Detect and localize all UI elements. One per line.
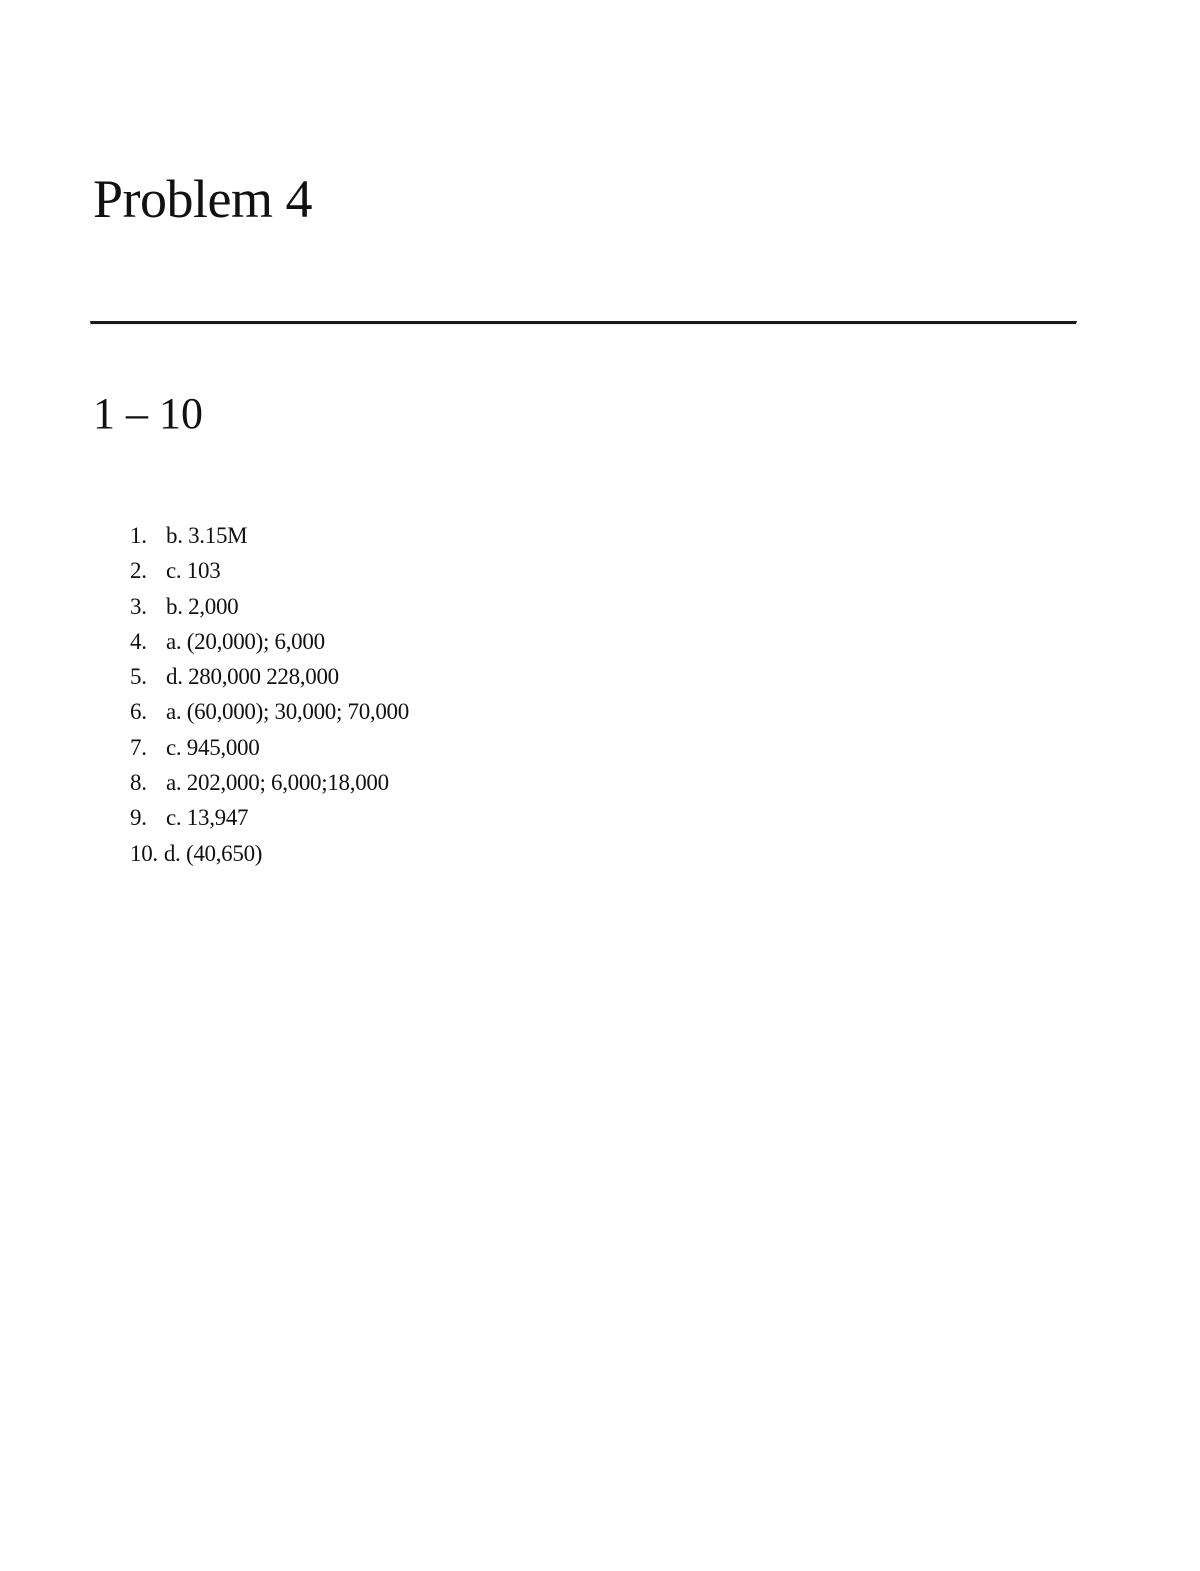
answer-text: a. (60,000); 30,000; 70,000 xyxy=(166,699,409,725)
answer-item xyxy=(130,806,409,841)
answer-text: a. (20,000); 6,000 xyxy=(166,628,325,654)
answer-number: 8. xyxy=(130,770,147,796)
answer-number: 9. xyxy=(130,805,147,831)
answer-text: c. 945,000 xyxy=(166,734,260,760)
answer-text: d. (40,650) xyxy=(163,840,263,866)
answer-list xyxy=(130,524,409,877)
answer-item xyxy=(130,559,409,594)
page-title: Problem 4 xyxy=(93,169,312,229)
answer-text: d. 280,000 228,000 xyxy=(166,664,339,690)
answer-number: 3. xyxy=(130,593,147,619)
answer-number: 10. xyxy=(130,840,158,866)
answer-text: b. 3.15M xyxy=(166,523,248,548)
answer-item xyxy=(130,771,409,806)
answer-text: c. 103 xyxy=(166,558,221,584)
answer-text: a. 202,000; 6,000;18,000 xyxy=(166,770,389,796)
answer-number: 1. xyxy=(130,523,147,548)
title-divider xyxy=(90,321,1077,325)
answer-item xyxy=(130,736,409,771)
answer-item xyxy=(130,630,409,665)
answer-item xyxy=(130,595,409,630)
answer-item xyxy=(130,842,409,877)
answer-number: 2. xyxy=(130,558,147,584)
answer-item xyxy=(130,665,409,700)
answer-number: 4. xyxy=(130,628,147,654)
answer-text: b. 2,000 xyxy=(166,593,239,619)
section-heading: 1 – 10 xyxy=(93,389,203,438)
answer-number: 6. xyxy=(130,699,147,725)
answer-item xyxy=(130,700,409,735)
answer-number: 7. xyxy=(130,734,147,760)
answer-number: 5. xyxy=(130,664,147,690)
answer-text: c. 13,947 xyxy=(166,805,249,831)
answer-item xyxy=(130,524,409,559)
